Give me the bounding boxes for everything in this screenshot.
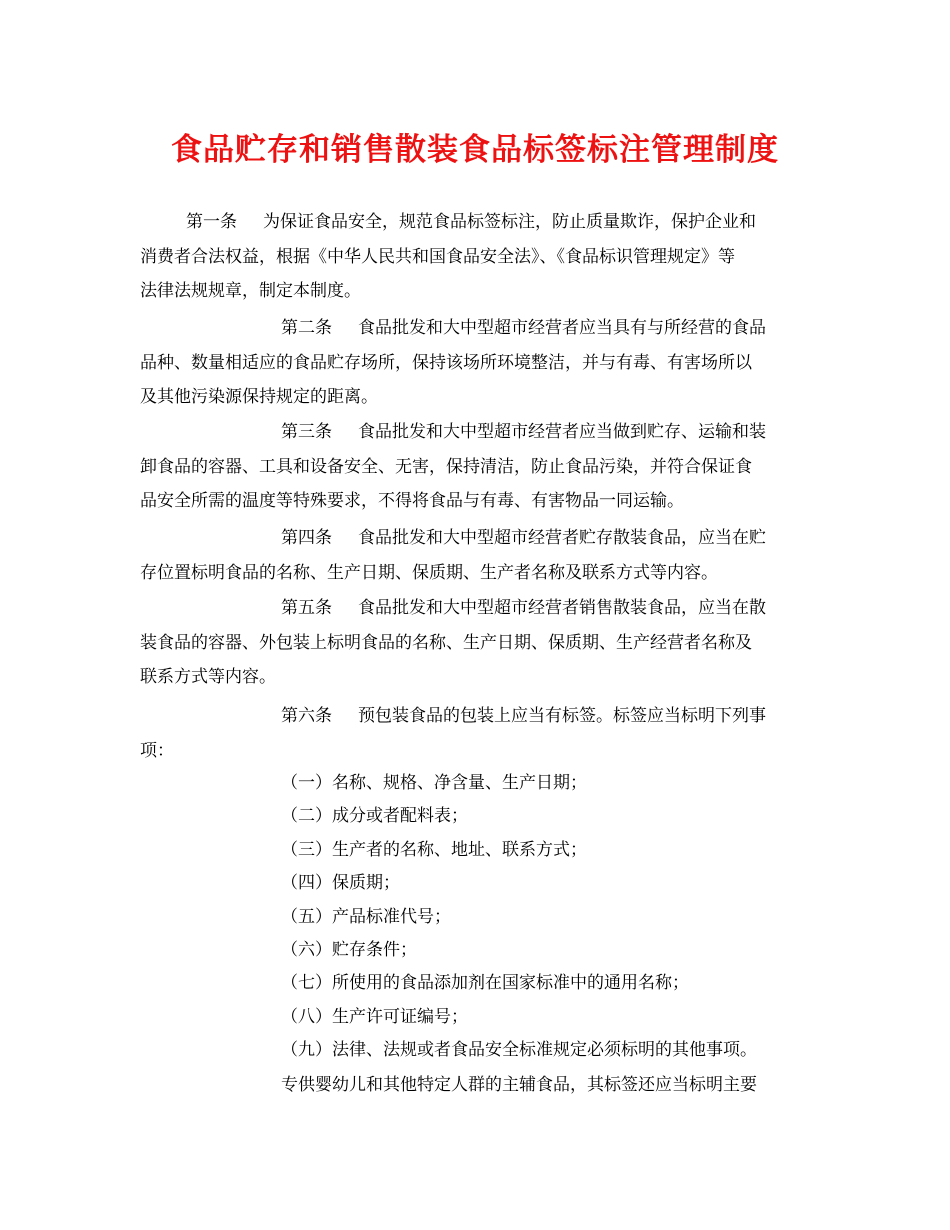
list-item: （二）成分或者配料表；: [281, 806, 468, 827]
article-text-line: 食品批发和大中型超市经营者应当具有与所经营的食品: [358, 318, 766, 338]
article-number: 第四条: [281, 528, 332, 548]
article-1: [140, 205, 812, 309]
article-number: 第五条: [281, 598, 332, 618]
list-item: （五）产品标准代号；: [281, 906, 451, 927]
list-item: （七）所使用的食品添加剂在国家标准中的通用名称；: [281, 973, 689, 994]
article-text-line: 消费者合法权益，根据《中华人民共和国食品安全法》、《食品标识管理规定》等: [140, 246, 735, 267]
list-item: （六）贮存条件；: [281, 939, 417, 960]
list-item: （四）保质期；: [281, 873, 400, 894]
article-text-line: 存位置标明食品的名称、生产日期、保质期、生产者名称及联系方式等内容。: [140, 562, 718, 583]
list-item: （一）名称、规格、净含量、生产日期；: [281, 773, 587, 793]
article-text-line: 联系方式等内容。: [140, 667, 276, 687]
article-text-line: 为保证食品安全，规范食品标签标注，防止质量欺诈，保护企业和: [263, 212, 756, 232]
article-3: [140, 415, 812, 519]
article-text-line: 及其他污染源保持规定的距离。: [140, 387, 378, 407]
article-number: 第二条: [281, 318, 332, 338]
list-item: （三）生产者的名称、地址、联系方式；: [281, 839, 587, 860]
document-title: 食品贮存和销售散装食品标签标注管理制度: [171, 132, 779, 168]
article-text-line: 装食品的容器、外包装上标明食品的名称、生产日期、保质期、生产经营者名称及: [140, 632, 752, 653]
article-text-line: 食品批发和大中型超市经营者应当做到贮存、运输和装: [358, 422, 766, 442]
article-2: [140, 311, 812, 415]
article-text-line: 卸食品的容器、工具和设备安全、无害，保持清洁，防止食品污染，并符合保证食: [140, 456, 752, 477]
label-items-list: [281, 767, 757, 1068]
list-item: （八）生产许可证编号；: [281, 1006, 468, 1027]
article-text-line: 法律法规规章，制定本制度。: [140, 281, 361, 301]
article-number: 第一条: [186, 212, 237, 232]
article-text-line: 食品批发和大中型超市经营者贮存散装食品，应当在贮: [358, 528, 766, 548]
article-number: 第六条: [281, 706, 332, 726]
article-6: [140, 699, 812, 768]
closing-paragraph-line: 专供婴幼儿和其他特定人群的主辅食品，其标签还应当标明主要: [281, 1075, 757, 1095]
article-text-line: 项：: [140, 740, 174, 761]
article-text-line: 品安全所需的温度等特殊要求，不得将食品与有毒、有害物品一同运输。: [140, 491, 684, 511]
article-5: [140, 591, 812, 695]
list-item: （九）法律、法规或者食品安全标准规定必须标明的其他事项。: [281, 1040, 757, 1061]
article-text-line: 食品批发和大中型超市经营者销售散装食品，应当在散: [358, 598, 766, 618]
article-text-line: 品种、数量相适应的食品贮存场所，保持该场所环境整洁，并与有毒、有害场所以: [140, 352, 752, 373]
article-number: 第三条: [281, 422, 332, 442]
article-text-line: 预包装食品的包装上应当有标签。标签应当标明下列事: [358, 706, 766, 726]
article-4: [140, 521, 812, 590]
